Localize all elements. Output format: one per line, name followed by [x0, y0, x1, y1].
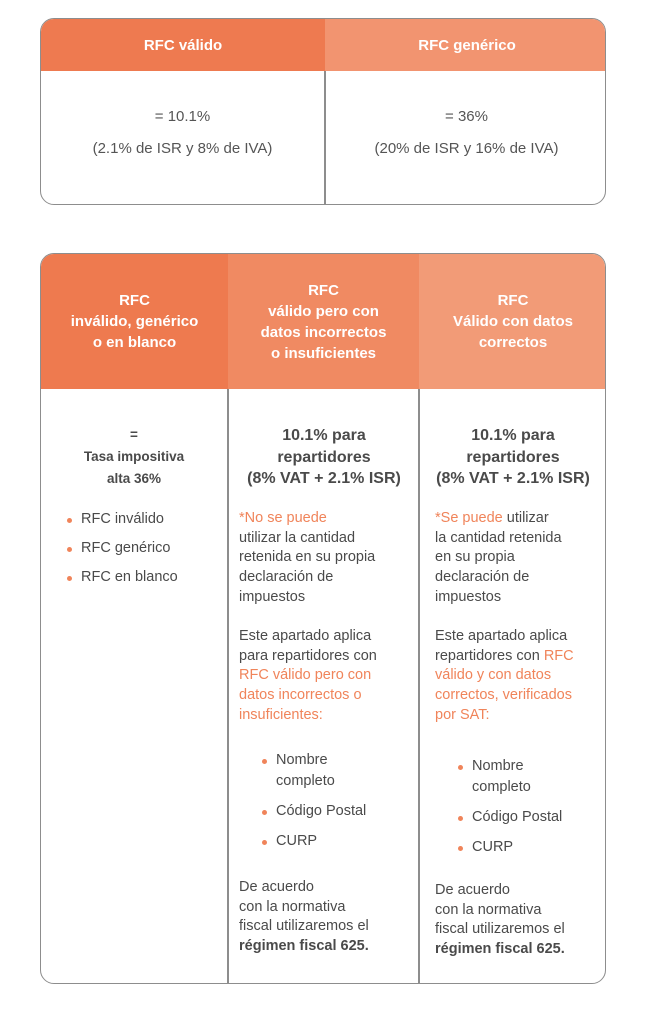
highlight-text: datos incorrectos o [239, 687, 362, 704]
text-line [239, 529, 355, 549]
text-segment: utilizar [502, 510, 549, 526]
text-line [435, 901, 541, 921]
text-line [239, 878, 314, 898]
header-line: Válido con datos [452, 313, 573, 330]
bullet-icon [67, 576, 72, 581]
bullet-icon [67, 547, 72, 552]
list-item: completo [276, 773, 335, 789]
title-line: (8% VAT + 2.1% ISR) [247, 470, 401, 487]
text-segment: declaración de [239, 569, 334, 586]
bullet-icon [458, 816, 463, 821]
title-line: repartidores [277, 448, 371, 466]
text-line [435, 940, 565, 960]
header-rfc-generico: RFC genérico [325, 19, 606, 71]
text-segment: para repartidores con [239, 647, 377, 664]
title-line: (8% VAT + 2.1% ISR) [436, 470, 590, 487]
list-item: Código Postal [472, 809, 563, 825]
text-line [435, 706, 490, 726]
list-item: RFC genérico [81, 540, 171, 556]
text-line [435, 686, 572, 706]
text-segment: Este apartado aplica [435, 628, 568, 644]
text-segment: impuestos [239, 588, 306, 605]
bullet-icon [262, 810, 267, 815]
list-item: completo [472, 779, 531, 795]
rfc-rate-table [40, 18, 606, 205]
cell-rfc-generico [326, 101, 606, 165]
header-rfc-datos-correctos [419, 254, 606, 389]
text-segment: De acuerdo [435, 882, 510, 898]
highlight-text: *Se puede [435, 510, 503, 526]
list-item: RFC en blanco [81, 569, 178, 585]
title-line: alta 36% [106, 471, 162, 486]
header-line: o insuficientes [270, 344, 377, 362]
bullet-icon [262, 759, 267, 764]
title-line: 10.1% para [471, 427, 555, 444]
header-line: RFC [119, 292, 150, 309]
text-line [239, 666, 371, 686]
text-segment: en su propia [435, 549, 515, 566]
rate-value: = 10.1% [154, 108, 211, 125]
text-line [435, 588, 501, 608]
text-line [239, 509, 327, 529]
title-line: repartidores [466, 448, 560, 466]
list-item: Código Postal [276, 803, 367, 819]
highlight-text: RFC [543, 647, 574, 664]
text-segment: Este apartado aplica [239, 628, 372, 644]
header-line: datos incorrectos [260, 323, 387, 341]
text-segment: utilizar la cantidad [239, 529, 356, 546]
header-rfc-valido: RFC válido [41, 19, 325, 71]
bullet-icon [458, 765, 463, 770]
text-line [239, 937, 369, 957]
text-line [435, 568, 529, 588]
bullet-icon [262, 840, 267, 845]
divider [418, 389, 420, 984]
text-line [239, 706, 323, 726]
text-line [239, 588, 305, 608]
text-line [435, 666, 551, 686]
bullet-icon [67, 518, 72, 523]
text-line [435, 509, 549, 529]
title-line: 10.1% para [282, 427, 366, 444]
text-line [435, 548, 515, 568]
text-line [435, 881, 510, 901]
text-line [239, 647, 377, 667]
text-segment: De acuerdo [239, 879, 314, 895]
text-line [239, 917, 369, 937]
header-rfc-datos-incorrectos [228, 254, 419, 389]
text-segment: fiscal utilizaremos el [239, 918, 369, 935]
rfc-status-table [40, 253, 606, 984]
header-line: o en blanco [92, 334, 177, 351]
divider [227, 389, 229, 984]
header-rfc-invalido [41, 254, 228, 389]
bullet-icon [458, 846, 463, 851]
text-segment: repartidores con [435, 647, 544, 664]
highlight-text: por SAT: [435, 706, 490, 723]
list-item: Nombre [472, 758, 524, 774]
text-segment: régimen fiscal 625. [239, 938, 369, 955]
list-item: CURP [472, 839, 514, 855]
text-line [239, 898, 345, 918]
list-item: Nombre [276, 752, 328, 768]
header-line: RFC [308, 281, 339, 299]
list-item: CURP [276, 833, 318, 849]
text-segment: con la normativa [435, 901, 542, 918]
text-segment: la cantidad retenida [435, 529, 562, 546]
text-segment: con la normativa [239, 898, 346, 915]
header-line: inválido, genérico [70, 313, 199, 330]
highlight-text: insuficientes: [239, 706, 323, 723]
title-line: Tasa impositiva [83, 449, 185, 464]
text-segment: régimen fiscal 625. [435, 941, 565, 958]
highlight-text: *No se puede [239, 510, 327, 526]
header-line: correctos [478, 334, 548, 351]
text-line [239, 548, 375, 568]
text-line [239, 627, 371, 647]
rate-breakdown: (2.1% de ISR y 8% de IVA) [92, 140, 273, 157]
title-line: = [130, 427, 138, 442]
text-line [239, 568, 333, 588]
text-segment: retenida en su propia [239, 549, 376, 566]
rate-value: = 36% [445, 108, 488, 125]
rate-breakdown: (20% de ISR y 16% de IVA) [374, 140, 559, 157]
text-segment: fiscal utilizaremos el [435, 921, 565, 938]
highlight-text: correctos, verificados [435, 687, 572, 704]
highlight-text: RFC válido pero con [239, 667, 372, 684]
cell-rfc-valido [41, 101, 324, 165]
header-line: válido pero con [268, 302, 379, 320]
text-line [239, 686, 362, 706]
text-segment: declaración de [435, 569, 530, 586]
text-line [435, 529, 562, 549]
header-line: RFC [497, 292, 529, 309]
text-line [435, 647, 574, 667]
list-item: RFC inválido [81, 511, 164, 527]
text-line [435, 920, 565, 940]
text-line [435, 627, 567, 647]
text-segment: impuestos [435, 588, 502, 605]
highlight-text: válido y con datos [435, 667, 552, 684]
